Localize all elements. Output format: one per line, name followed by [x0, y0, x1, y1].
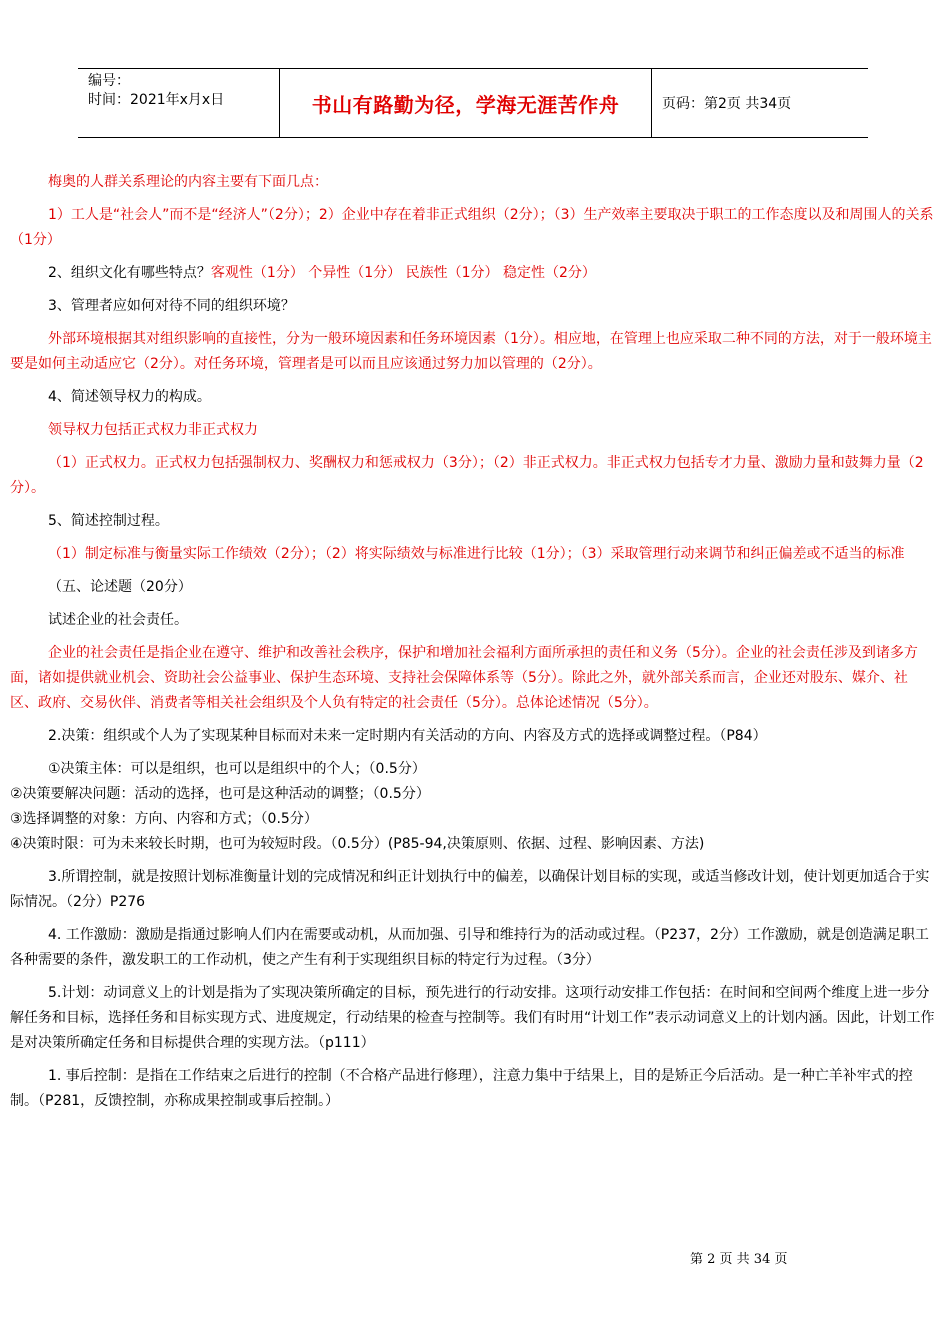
list-item: ①决策主体：可以是组织，也可以是组织中的个人；（0.5分）: [48, 761, 426, 777]
document-body: [10, 170, 935, 1114]
header-motto: 书山有路勤为径，学海无涯苦作舟: [280, 69, 652, 137]
answer-paragraph: 企业的社会责任是指企业在遵守、维护和改善社会秩序，保护和增加社会福利方面所承担的责任和义务（5分）。企业的社会责任涉及到诸多方面，诸如提供就业机会、资助社会公益事业、保护生态环境、支持社会保障体系等（5分）。除此之外，就外部关系而言，企业还对股东、媒介、社区、政府、交易伙伴、消费者等相关社会组织及个人负有特定的社会责任（5分）。总体论述情况（5分）。: [10, 645, 918, 711]
answer-inline: 客观性（1分） 个异性（1分） 民族性（1分） 稳定性（2分）: [210, 265, 596, 281]
decision-elements-list: [10, 757, 935, 857]
list-item: ②决策要解决问题：活动的选择，也可是这种活动的调整；（0.5分）: [10, 786, 430, 802]
answer-paragraph: （1）制定标准与衡量实际工作绩效（2分）；（2）将实际绩效与标准进行比较（1分）；（3）采取管理行动来调节和纠正偏差或不适当的标准: [48, 546, 905, 562]
answer-paragraph: 梅奥的人群关系理论的内容主要有下面几点：: [48, 174, 328, 190]
answer-paragraph: （1）正式权力。正式权力包括强制权力、奖酬权力和惩戒权力（3分）；（2）非正式权力。非正式权力包括专才力量、激励力量和鼓舞力量（2分）。: [10, 455, 924, 496]
page-footer: 第 2 页 共 34 页: [690, 1252, 788, 1267]
question-text: 4、简述领导权力的构成。: [48, 389, 211, 405]
definition-paragraph: 1. 事后控制：是指在工作结束之后进行的控制（不合格产品进行修理），注意力集中于结果上，目的是矫正今后活动。是一种亡羊补牢式的控制。（P281，反馈控制，亦称成果控制或事后控制。）: [10, 1068, 913, 1109]
question-line: [10, 261, 935, 286]
question-text: 5、简述控制过程。: [48, 513, 169, 529]
document-date-label: 时间：2021年x月x日: [88, 92, 225, 108]
definition-paragraph: 2.决策：组织或个人为了实现某种目标而对未来一定时期内有关活动的方向、内容及方式的选择或调整过程。（P84）: [48, 728, 767, 744]
definition-paragraph: 5.计划：动词意义上的计划是指为了实现决策所确定的目标，预先进行的行动安排。这项行动安排工作包括：在时间和空间两个维度上进一步分解任务和目标，选择任务和目标实现方式、进度规定，行动结果的检查与控制等。我们有时用“计划工作”表示动词意义上的计划内涵。因此，计划工作是对决策所确定任务和目标提供合理的实现方法。（p111）: [10, 985, 935, 1051]
list-item: ④决策时限：可为未来较长时期，也可为较短时段。（0.5分）(P85-94,决策原则、依据、过程、影响因素、方法): [10, 836, 705, 852]
question-text: 2、组织文化有哪些特点？: [48, 265, 211, 281]
question-text: 试述企业的社会责任。: [48, 612, 188, 628]
answer-paragraph: 1）工人是“社会人”而不是“经济人”（2分）；2）企业中存在着非正式组织（2分）；（3）生产效率主要取决于职工的工作态度以及和周围人的关系（1分）: [10, 207, 934, 248]
question-text: 3、管理者应如何对待不同的组织环境？: [48, 298, 295, 314]
definition-paragraph: 3.所谓控制，就是按照计划标准衡量计划的完成情况和纠正计划执行中的偏差，以确保计划目标的实现，或适当修改计划，使计划更加适合于实际情况。（2分）P276: [10, 869, 930, 910]
answer-paragraph: 外部环境根据其对组织影响的直接性，分为一般环境因素和任务环境因素（1分）。相应地，在管理上也应采取二种不同的方法，对于一般环境主要是如何主动适应它（2分）。对任务环境，管理者是可以而且应该通过努力加以管理的（2分）。: [10, 331, 932, 372]
header-page-info: 页码：第2页 共34页: [662, 96, 792, 112]
section-heading: （五、论述题（20分）: [48, 579, 192, 595]
page-header: [78, 68, 868, 138]
answer-paragraph: 领导权力包括正式权力非正式权力: [48, 422, 258, 438]
list-item: ③选择调整的对象：方向、内容和方式；（0.5分）: [10, 811, 318, 827]
document-id-label: 编号：: [88, 73, 130, 89]
definition-paragraph: 4. 工作激励：激励是指通过影响人们内在需要或动机，从而加强、引导和维持行为的活动或过程。（P237，2分）工作激励，就是创造满足职工各种需要的条件，激发职工的工作动机，使之产生有利于实现组织目标的特定行为过程。（3分）: [10, 927, 929, 968]
header-meta-cell: [78, 69, 280, 137]
